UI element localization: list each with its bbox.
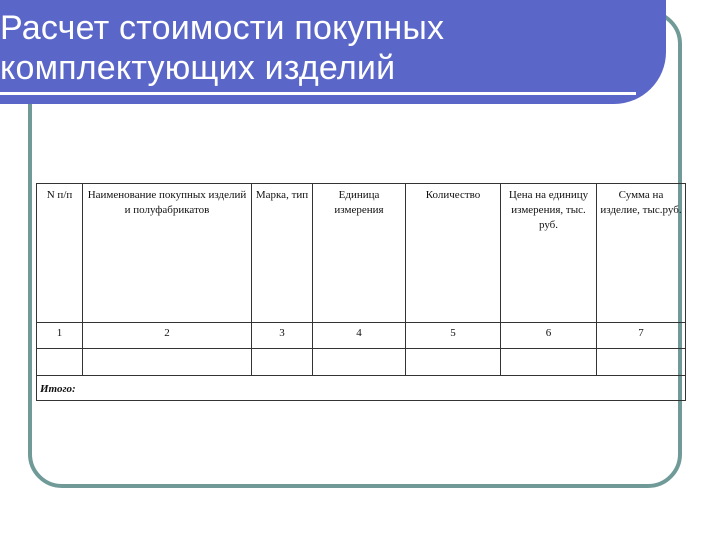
- table-cell: [83, 349, 252, 376]
- table-header-row: [37, 184, 686, 323]
- total-label: Итого:: [37, 376, 252, 401]
- column-number-cell: 2: [83, 323, 252, 349]
- table-row: [37, 349, 686, 376]
- header-cell: Цена на единицу измерения, тыс. руб.: [501, 184, 597, 323]
- column-number-row: [37, 323, 686, 349]
- header-cell: Марка, тип: [252, 184, 313, 323]
- table-cell: [313, 349, 406, 376]
- table-cell: [406, 349, 501, 376]
- column-number-cell: 1: [37, 323, 83, 349]
- column-number-cell: 3: [252, 323, 313, 349]
- table-cell: [252, 349, 313, 376]
- table-cell: [37, 349, 83, 376]
- slide-title-line1: Расчет стоимости покупных: [0, 9, 445, 47]
- slide-title-line2: комплектующих изделий: [0, 49, 396, 87]
- header-cell: Сумма на изделие, тыс.руб.: [597, 184, 686, 323]
- header-cell: N п/п: [37, 184, 83, 323]
- header-cell: Наименование покупных изделий и полуфабрикатов: [83, 184, 252, 323]
- column-number-cell: 5: [406, 323, 501, 349]
- slide-title: [0, 8, 444, 88]
- total-row: [37, 376, 686, 401]
- title-band: [0, 0, 666, 104]
- table-cell: [501, 349, 597, 376]
- column-number-cell: 4: [313, 323, 406, 349]
- title-underline: [0, 92, 636, 95]
- total-value-cell: [252, 376, 686, 401]
- column-number-cell: 7: [597, 323, 686, 349]
- column-number-cell: 6: [501, 323, 597, 349]
- purchased-components-table: [36, 183, 686, 401]
- header-cell: Единица измерения: [313, 184, 406, 323]
- table-cell: [597, 349, 686, 376]
- header-cell: Количество: [406, 184, 501, 323]
